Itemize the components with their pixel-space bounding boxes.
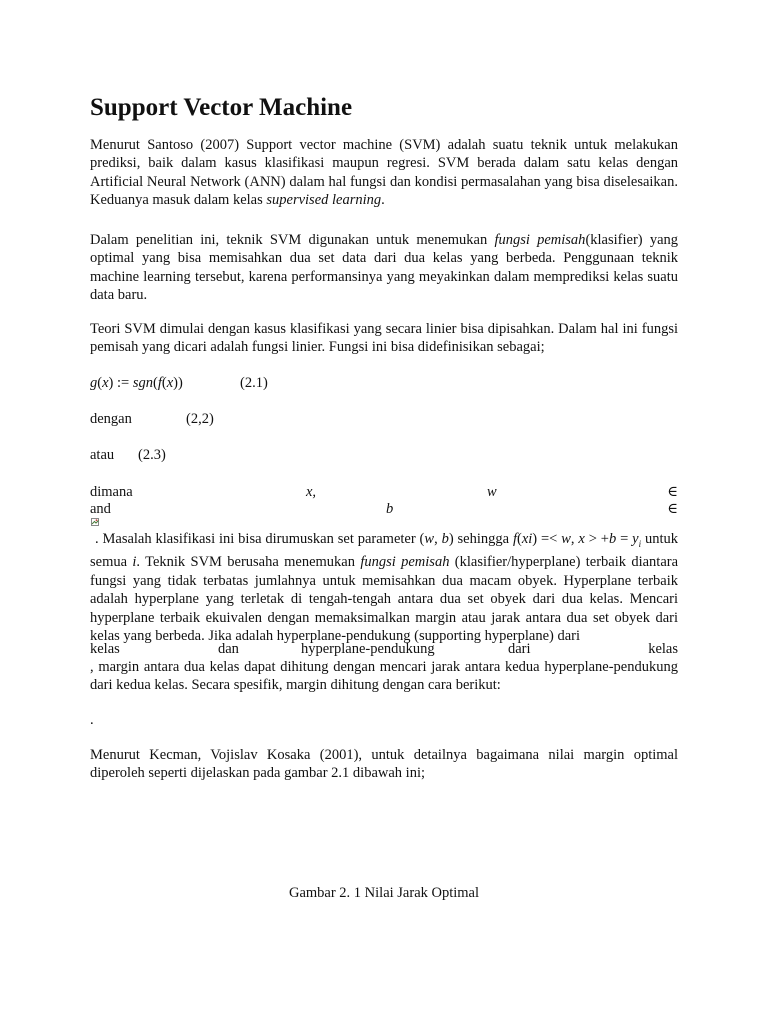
subscript: i <box>638 538 642 549</box>
equation-symbol: w <box>424 531 435 547</box>
paragraph-text: Menurut Santoso (2007) Support vector machine (SVM) adalah suatu teknik untuk melakukan prediksi, baik dalam kasus klasifikasi maupun regresi. SVM berada dalam satu kelas dengan Artificial Neural Network (ANN) dalam hal fungsi dan kondisi permasalahan yang bisa diselesaikan. Keduanya masuk dalam kelas <box>90 137 678 209</box>
paragraph-text: > + <box>584 531 609 547</box>
spread-word: kelas <box>648 641 678 657</box>
paragraph-kecman: Menurut Kecman, Vojislav Kosaka (2001), untuk detailnya bagaimana nilai margin optimal diperoleh seperti dijelaskan pada gambar 2.1 dibawah ini; <box>90 747 678 782</box>
and-line <box>90 500 678 518</box>
page-title: Support Vector Machine <box>90 94 353 121</box>
equation-symbol: sgn <box>132 375 153 391</box>
equation-symbol: b <box>608 531 617 547</box>
paragraph-text: , <box>434 531 442 547</box>
equation-symbol: x <box>102 375 109 391</box>
paragraph-text: ) =< <box>532 531 562 547</box>
paragraph-text: = <box>616 531 633 547</box>
paragraph-hyperplane <box>90 530 678 645</box>
variable-w: w <box>487 484 497 500</box>
formula-placeholder-dot: . <box>90 712 94 728</box>
where-line <box>90 483 678 501</box>
paragraph-margin: , margin antara dua kelas dapat dihitung dengan mencari jarak antara kedua hyperplane-pendukung dari kedua kelas. Secara spesifik, margin dihitung dengan cara berikut: <box>90 659 678 694</box>
paragraph-text: ) sehingga <box>448 531 513 547</box>
paragraph-theory: Teori SVM dimulai dengan kasus klasifikasi yang secara linier bisa dipisahkan. Dalam hal ini fungsi pemisah yang dicari adalah fungsi linier. Fungsi ini bisa didefinisikan sebagai; <box>90 321 678 356</box>
equation-2-3-label: atau <box>90 447 115 463</box>
paragraph-text: , <box>570 531 579 547</box>
paragraph-text: untuk semua <box>90 531 679 571</box>
equation-symbol: xi <box>521 531 533 547</box>
equation-number: (2.1) <box>240 375 268 391</box>
and-word: and <box>90 501 111 517</box>
equation-symbol: w <box>561 531 571 547</box>
equation-symbol: x <box>166 375 174 391</box>
equation-symbol: f <box>512 531 517 547</box>
variable-x: x, <box>306 484 317 500</box>
paragraph-svm-intro <box>90 136 678 210</box>
emphasis-text: supervised learning <box>266 192 382 209</box>
spread-word: hyperplane-pendukung <box>301 641 435 657</box>
paragraph-text: (klasifier/hyperplane) terbaik diantara fungsi yang tidak terbatas jumlahnya untuk memisahkan dua macam obyek. Hyperplane terbaik adalah hyperplane yang terletak di tengah-tengah antara dua set obyek dari dua kelas. Mencari hyperplane terbaik ekuivalen dengan memaksimalkan margin atau jarak antara dua set obyek dari kelas yang berbeda. Jika adalah hyperplane-pendukung (supporting hyperplane) dari <box>90 554 679 644</box>
equation-symbol: x <box>578 531 585 547</box>
equation-symbol: g <box>90 375 98 391</box>
variable-b: b <box>386 501 394 517</box>
figure-caption: Gambar 2. 1 Nilai Jarak Optimal <box>288 885 480 901</box>
paragraph-text: . <box>381 192 385 209</box>
equation-symbol: i <box>132 554 137 571</box>
equation-2-1: g(x) := sgn(f(x)) <box>90 375 183 391</box>
paragraph-text: . Masalah klasifikasi ini bisa dirumuskan set parameter ( <box>95 531 425 547</box>
element-of-symbol: ∈ <box>667 484 678 500</box>
paragraph-research <box>90 231 678 305</box>
where-word: dimana <box>90 484 133 500</box>
emphasis-text: fungsi pemisah <box>360 554 450 571</box>
equation-number: (2.3) <box>138 447 166 463</box>
equation-symbol: b <box>441 531 449 547</box>
broken-image-icon <box>91 518 100 527</box>
paragraph-text: ( <box>516 531 522 547</box>
spread-word: dari <box>508 641 531 657</box>
equation-symbol: f <box>157 375 162 391</box>
spread-word: dan <box>218 641 239 657</box>
equation-number: (2,2) <box>186 411 214 427</box>
paragraph-text: (klasifier) yang optimal yang bisa memisahkan dua set data dari dua kelas yang berbeda. Penggunaan teknik machine learning tersebut, karena performansinya yang meyakinkan dalam memprediksi kelas suatu data baru. <box>90 232 679 304</box>
spread-line <box>90 640 678 658</box>
paragraph-text: Dalam penelitian ini, teknik SVM digunakan untuk menemukan <box>90 232 495 248</box>
equation-symbol: y <box>632 531 639 547</box>
paragraph-text: . Teknik SVM berusaha menemukan <box>136 554 361 571</box>
element-of-symbol: ∈ <box>667 501 678 517</box>
spread-word: kelas <box>90 641 120 657</box>
emphasis-text: fungsi pemisah <box>494 232 586 248</box>
equation-2-2-label: dengan <box>90 411 132 427</box>
